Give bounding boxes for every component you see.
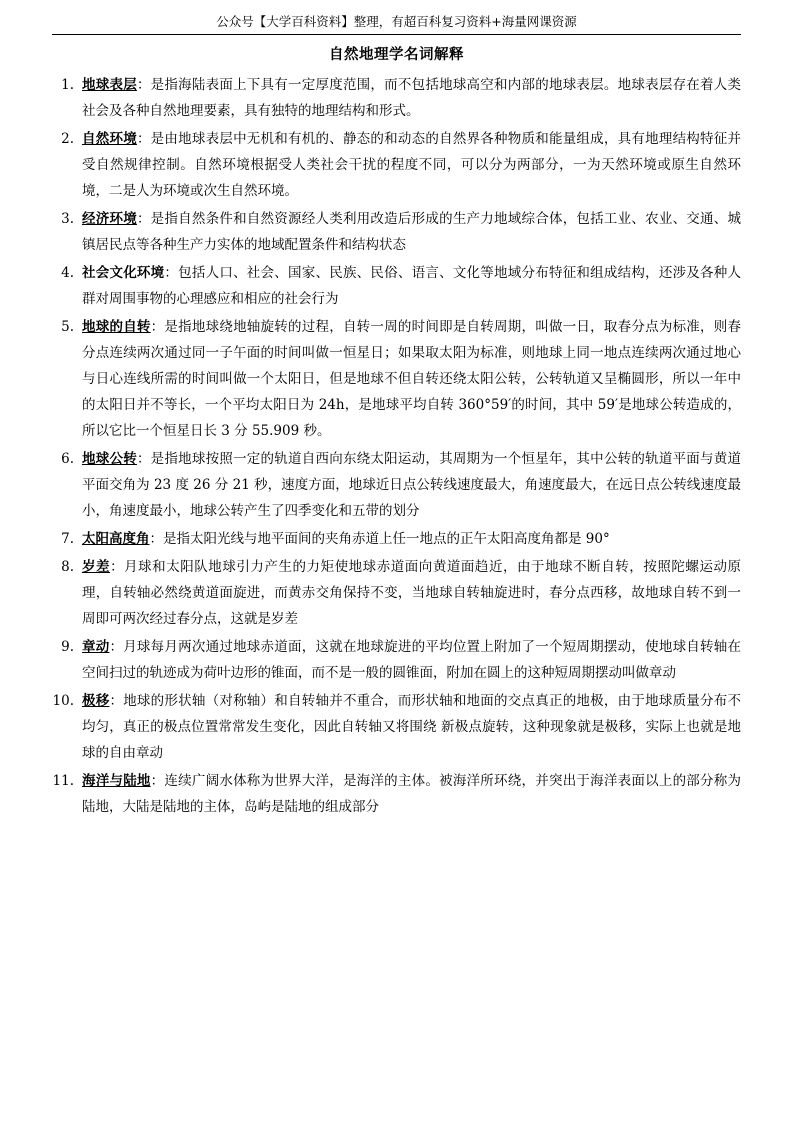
term-definition: ：月球和太阳队地球引力产生的力矩使地球赤道面向黄道面趋近，由于地球不断自转，按照陀螺运动原理，自转轴必然绕黄道面旋进，而黄赤交角保持不变，当地球自转轴旋进时，春分点西移，故地球自转不到一周即可两次经过春分点，这就是岁差 bbox=[82, 559, 742, 627]
list-item bbox=[52, 314, 741, 444]
term-definition: ：是指自然条件和自然资源经人类利用改造后形成的生产力地域综合体，包括工业、农业、交通、城镇居民点等各种生产力实体的地域配置条件和结构状态 bbox=[82, 211, 741, 253]
item-number: 4. bbox=[61, 265, 74, 281]
term-definition: ：月球每月两次通过地球赤道面，这就在地球旋进的平均位置上附加了一个短周期摆动，使地球自转轴在空间扫过的轨迹成为荷叶边形的锥面，而不是一般的圆锥面，附加在圆上的这种短周期摆动叫做章动 bbox=[82, 639, 741, 681]
item-body bbox=[82, 634, 741, 686]
item-number: 7. bbox=[61, 531, 74, 547]
term-label: 地球表层 bbox=[82, 77, 137, 93]
item-number: 5. bbox=[61, 319, 74, 335]
item-body bbox=[82, 446, 741, 524]
term-label: 海洋与陆地 bbox=[82, 773, 151, 789]
term-definition: ：是指太阳光线与地平面间的夹角赤道上任一地点的正午太阳高度角都是 90° bbox=[149, 531, 610, 547]
term-definition: ：是指地球绕地轴旋转的过程，自转一周的时间即是自转周期，叫做一日，取春分点为标准，则春分点连续两次通过同一子午面的时间叫做一恒星日；如果取太阳为标准，则地球上同一地点连续两次通过地心与日心连线所需的时间叫做一个太阳日，但是地球不但自转还绕太阳公转，公转轨道又呈椭圆形，所以一年中的太阳日并不等长，一个平均太阳日为 24h，是地球平均自转 360°59′的时间，其中 59′是地球公转造成的，所以它比一个恒星日长 3 分 55.909 秒。 bbox=[82, 319, 742, 439]
item-body bbox=[82, 260, 741, 312]
item-body bbox=[82, 688, 741, 766]
item-number: 2. bbox=[61, 131, 74, 147]
item-body bbox=[82, 314, 741, 444]
list-item bbox=[52, 260, 741, 312]
term-label: 社会文化环境 bbox=[82, 265, 165, 281]
list-item bbox=[52, 554, 741, 632]
term-definition: ：连续广阔水体称为世界大洋，是海洋的主体。被海洋所环绕，并突出于海洋表面以上的部分称为陆地，大陆是陆地的主体，岛屿是陆地的组成部分 bbox=[82, 773, 742, 815]
term-label: 经济环境 bbox=[82, 211, 137, 227]
list-item bbox=[52, 768, 741, 820]
list-item bbox=[52, 206, 741, 258]
term-definition: ：地球的形状轴（对称轴）和自转轴并不重合，而形状轴和地面的交点真正的地极，由于地球质量分布不均匀，真正的极点位置常常发生变化，因此自转轴又将围绕 新极点旋转，这种现象就是极移，实际上也就是地球的自由章动 bbox=[82, 693, 741, 761]
page-title: 自然地理学名词解释 bbox=[329, 47, 464, 63]
item-body bbox=[82, 72, 741, 124]
list-item bbox=[52, 72, 741, 124]
item-body bbox=[82, 126, 741, 204]
item-number: 1. bbox=[61, 77, 74, 93]
list-item bbox=[52, 526, 741, 552]
item-body bbox=[82, 526, 741, 552]
item-body bbox=[82, 206, 741, 258]
term-label: 极移 bbox=[82, 693, 110, 709]
term-label: 岁差 bbox=[82, 559, 111, 575]
term-label: 自然环境 bbox=[82, 131, 137, 147]
term-definition: ：是指地球按照一定的轨道自西向东绕太阳运动，其周期为一个恒星年，其中公转的轨道平面与黄道平面交角为 23 度 26 分 21 秒，速度方面，地球近日点公转线速度最大，角速度最大，在远日点公转线速度最小，角速度最小，地球公转产生了四季变化和五带的划分 bbox=[82, 451, 741, 519]
list-item bbox=[52, 634, 741, 686]
term-definition: ：包括人口、社会、国家、民族、民俗、语言、文化等地域分布特征和组成结构，还涉及各种人群对周围事物的心理感应和相应的社会行为 bbox=[82, 265, 742, 307]
item-number: 3. bbox=[61, 211, 74, 227]
item-number: 6. bbox=[61, 451, 74, 467]
item-body bbox=[82, 768, 741, 820]
list-item bbox=[52, 688, 741, 766]
header-divider bbox=[52, 34, 741, 35]
term-definition: ：是指海陆表面上下具有一定厚度范围，而不包括地球高空和内部的地球表层。地球表层存在着人类社会及各种自然地理要素，具有独特的地理结构和形式。 bbox=[82, 77, 741, 119]
item-number: 8. bbox=[61, 559, 74, 575]
item-body bbox=[82, 554, 741, 632]
list-item bbox=[52, 446, 741, 524]
item-number: 11. bbox=[52, 773, 74, 789]
term-definition: ：是由地球表层中无机和有机的、静态的和动态的自然界各种物质和能量组成，具有地理结构特征并受自然规律控制。自然环境根据受人类社会干扰的程度不同，可以分为两部分，一为天然环境或原生自然环境，二是人为环境或次生自然环境。 bbox=[82, 131, 741, 199]
item-number: 10. bbox=[52, 693, 74, 709]
list-item bbox=[52, 126, 741, 204]
term-label: 太阳高度角 bbox=[82, 531, 150, 547]
term-label: 地球的自转 bbox=[82, 319, 151, 335]
term-label: 地球公转 bbox=[82, 451, 137, 467]
term-label: 章动 bbox=[82, 639, 110, 655]
item-number: 9. bbox=[61, 639, 74, 655]
watermark-text: 公众号【大学百科资料】整理，有超百科复习资料+海量网课资源 bbox=[216, 14, 577, 29]
